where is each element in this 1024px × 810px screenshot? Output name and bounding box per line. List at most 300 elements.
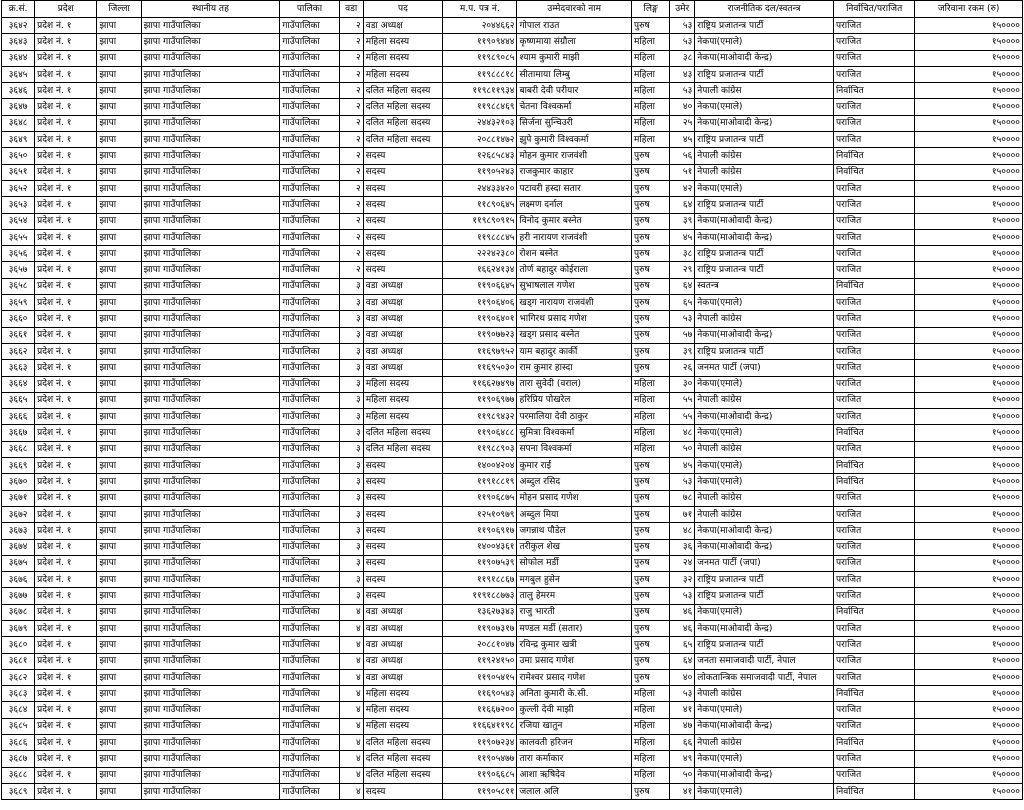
party-cell: स्वतन्त्र bbox=[695, 278, 834, 294]
ward-cell: ३ bbox=[339, 506, 363, 522]
district-cell: झापा bbox=[97, 99, 141, 115]
fine-amount-cell: १५०००० bbox=[915, 718, 1023, 734]
ward-cell: ३ bbox=[339, 555, 363, 571]
district-cell: झापा bbox=[97, 702, 141, 718]
local-level-cell: झापा गाउँपालिका bbox=[141, 588, 280, 604]
result-cell: निर्वाचित bbox=[833, 735, 914, 751]
result-cell: पराजित bbox=[833, 409, 914, 425]
table-body bbox=[2, 18, 1023, 800]
ballot-number-cell: ११९८८८१८ bbox=[443, 66, 517, 82]
result-cell: पराजित bbox=[833, 50, 914, 66]
post-cell: महिला सदस्य bbox=[363, 718, 442, 734]
district-cell: झापा bbox=[97, 735, 141, 751]
ward-cell: ३ bbox=[339, 376, 363, 392]
gender-cell: पुरुष bbox=[632, 343, 670, 359]
party-cell: नेकपा(एमाले) bbox=[695, 783, 834, 799]
ballot-number-cell: ११९८९०९१५ bbox=[443, 213, 517, 229]
fine-amount-cell: १५०००० bbox=[915, 555, 1023, 571]
ballot-number-cell: ११९८११९३४ bbox=[443, 83, 517, 99]
party-cell: नेकपा(एमाले) bbox=[695, 295, 834, 311]
party-cell: नेकपा(एमाले) bbox=[695, 458, 834, 474]
age-cell: ४२ bbox=[670, 180, 695, 196]
result-cell: पराजित bbox=[833, 360, 914, 376]
column-header: म.प. पत्र नं. bbox=[443, 1, 517, 18]
district-cell: झापा bbox=[97, 458, 141, 474]
party-cell: नेकपा(माओवादी केन्द्र) bbox=[695, 718, 834, 734]
gender-cell: महिला bbox=[632, 767, 670, 783]
result-cell: पराजित bbox=[833, 295, 914, 311]
local-level-cell: झापा गाउँपालिका bbox=[141, 653, 280, 669]
municipality-type-cell: गाउँपालिका bbox=[280, 686, 339, 702]
local-level-cell: झापा गाउँपालिका bbox=[141, 278, 280, 294]
ballot-number-cell: ११६९५०३० bbox=[443, 360, 517, 376]
fine-amount-cell: १५०००० bbox=[915, 604, 1023, 620]
candidate-name-cell: कुल्ली देवी माझी bbox=[517, 702, 632, 718]
municipality-type-cell: गाउँपालिका bbox=[280, 409, 339, 425]
ward-cell: २ bbox=[339, 164, 363, 180]
gender-cell: महिला bbox=[632, 66, 670, 82]
age-cell: ३९ bbox=[670, 213, 695, 229]
result-cell: निर्वाचित bbox=[833, 686, 914, 702]
post-cell: महिला सदस्य bbox=[363, 50, 442, 66]
municipality-type-cell: गाउँपालिका bbox=[280, 278, 339, 294]
local-level-cell: झापा गाउँपालिका bbox=[141, 474, 280, 490]
serial-cell: ३६८४ bbox=[2, 702, 35, 718]
party-cell: नेकपा(माओवादी केन्द्र) bbox=[695, 620, 834, 636]
post-cell: वडा अध्यक्ष bbox=[363, 637, 442, 653]
table-row bbox=[2, 572, 1023, 588]
table-row bbox=[2, 653, 1023, 669]
post-cell: वडा अध्यक्ष bbox=[363, 311, 442, 327]
local-level-cell: झापा गाउँपालिका bbox=[141, 409, 280, 425]
ward-cell: ४ bbox=[339, 718, 363, 734]
municipality-type-cell: गाउँपालिका bbox=[280, 34, 339, 50]
post-cell: महिला सदस्य bbox=[363, 409, 442, 425]
ballot-number-cell: २४४३३४२० bbox=[443, 180, 517, 196]
post-cell: सदस्य bbox=[363, 213, 442, 229]
party-cell: नेपाली कांग्रेस bbox=[695, 735, 834, 751]
ward-cell: ३ bbox=[339, 409, 363, 425]
gender-cell: महिला bbox=[632, 425, 670, 441]
province-cell: प्रदेश नं. १ bbox=[35, 132, 97, 148]
gender-cell: पुरुष bbox=[632, 213, 670, 229]
fine-amount-cell: १५०००० bbox=[915, 506, 1023, 522]
serial-cell: ३६६५ bbox=[2, 392, 35, 408]
ballot-number-cell: ११९१८८१९ bbox=[443, 474, 517, 490]
candidate-name-cell: अनिता कुमारी के.सी. bbox=[517, 686, 632, 702]
municipality-type-cell: गाउँपालिका bbox=[280, 327, 339, 343]
district-cell: झापा bbox=[97, 180, 141, 196]
table-row bbox=[2, 474, 1023, 490]
candidate-name-cell: रोशन बस्नेत bbox=[517, 246, 632, 262]
district-cell: झापा bbox=[97, 34, 141, 50]
result-cell: निर्वाचित bbox=[833, 458, 914, 474]
fine-amount-cell: १५०००० bbox=[915, 637, 1023, 653]
table-row bbox=[2, 327, 1023, 343]
district-cell: झापा bbox=[97, 246, 141, 262]
candidate-name-cell: परमालिया देवी ठाकुर bbox=[517, 409, 632, 425]
gender-cell: पुरुष bbox=[632, 506, 670, 522]
serial-cell: ३६८० bbox=[2, 637, 35, 653]
party-cell: नेपाली कांग्रेस bbox=[695, 441, 834, 457]
ballot-number-cell: ११९०५८११ bbox=[443, 783, 517, 799]
municipality-type-cell: गाउँपालिका bbox=[280, 588, 339, 604]
serial-cell: ३६६२ bbox=[2, 343, 35, 359]
ward-cell: ३ bbox=[339, 539, 363, 555]
party-cell: नेकपा(माओवादी केन्द्र) bbox=[695, 539, 834, 555]
ward-cell: ४ bbox=[339, 702, 363, 718]
post-cell: दलित महिला सदस्य bbox=[363, 751, 442, 767]
district-cell: झापा bbox=[97, 164, 141, 180]
result-cell: निर्वाचित bbox=[833, 604, 914, 620]
district-cell: झापा bbox=[97, 66, 141, 82]
ward-cell: ४ bbox=[339, 669, 363, 685]
province-cell: प्रदेश नं. १ bbox=[35, 458, 97, 474]
result-cell: पराजित bbox=[833, 311, 914, 327]
column-header: पालिका bbox=[280, 1, 339, 18]
post-cell: सदस्य bbox=[363, 506, 442, 522]
age-cell: ५० bbox=[670, 441, 695, 457]
serial-cell: ३६५६ bbox=[2, 246, 35, 262]
serial-cell: ३६८६ bbox=[2, 735, 35, 751]
column-header: क्र.सं. bbox=[2, 1, 35, 18]
post-cell: दलित महिला सदस्य bbox=[363, 99, 442, 115]
ballot-number-cell: २०८८१४७२ bbox=[443, 132, 517, 148]
table-row bbox=[2, 506, 1023, 522]
ballot-number-cell: २२२४२३८० bbox=[443, 246, 517, 262]
post-cell: महिला सदस्य bbox=[363, 392, 442, 408]
ward-cell: ३ bbox=[339, 425, 363, 441]
ballot-number-cell: २०४४६६२ bbox=[443, 18, 517, 34]
party-cell: राष्ट्रिय प्रजातन्त्र पार्टी bbox=[695, 637, 834, 653]
gender-cell: पुरुष bbox=[632, 246, 670, 262]
party-cell: नेपाली कांग्रेस bbox=[695, 506, 834, 522]
age-cell: ४५ bbox=[670, 132, 695, 148]
age-cell: ३८ bbox=[670, 246, 695, 262]
local-level-cell: झापा गाउँपालिका bbox=[141, 669, 280, 685]
municipality-type-cell: गाउँपालिका bbox=[280, 66, 339, 82]
province-cell: प्रदेश नं. १ bbox=[35, 637, 97, 653]
ballot-number-cell: ११९०७५३९ bbox=[443, 555, 517, 571]
ward-cell: २ bbox=[339, 213, 363, 229]
municipality-type-cell: गाउँपालिका bbox=[280, 99, 339, 115]
candidate-table bbox=[1, 0, 1023, 800]
candidate-name-cell: सिर्जना सुन्चिउरी bbox=[517, 115, 632, 131]
district-cell: झापा bbox=[97, 767, 141, 783]
post-cell: सदस्य bbox=[363, 197, 442, 213]
serial-cell: ३६५४ bbox=[2, 213, 35, 229]
municipality-type-cell: गाउँपालिका bbox=[280, 115, 339, 131]
ballot-number-cell: ११९०९४४४ bbox=[443, 34, 517, 50]
table-row bbox=[2, 295, 1023, 311]
municipality-type-cell: गाउँपालिका bbox=[280, 490, 339, 506]
result-cell: पराजित bbox=[833, 229, 914, 245]
candidate-name-cell: कुमार राई bbox=[517, 458, 632, 474]
local-level-cell: झापा गाउँपालिका bbox=[141, 604, 280, 620]
district-cell: झापा bbox=[97, 18, 141, 34]
gender-cell: महिला bbox=[632, 34, 670, 50]
ballot-number-cell: ११९०७७२३ bbox=[443, 327, 517, 343]
district-cell: झापा bbox=[97, 83, 141, 99]
serial-cell: ३६६० bbox=[2, 311, 35, 327]
serial-cell: ३६५० bbox=[2, 148, 35, 164]
post-cell: सदस्य bbox=[363, 262, 442, 278]
candidate-name-cell: जगन्नाथ पौडेल bbox=[517, 523, 632, 539]
party-cell: नेपाली कांग्रेस bbox=[695, 164, 834, 180]
gender-cell: पुरुष bbox=[632, 180, 670, 196]
local-level-cell: झापा गाउँपालिका bbox=[141, 523, 280, 539]
candidate-name-cell: रामेश्वर प्रसाद गणेश bbox=[517, 669, 632, 685]
table-row bbox=[2, 262, 1023, 278]
ballot-number-cell: ११९२४१५० bbox=[443, 653, 517, 669]
age-cell: ६४ bbox=[670, 197, 695, 213]
ballot-number-cell: ११६९७९५२ bbox=[443, 343, 517, 359]
age-cell: ५३ bbox=[670, 311, 695, 327]
serial-cell: ३६५९ bbox=[2, 295, 35, 311]
serial-cell: ३६४३ bbox=[2, 34, 35, 50]
party-cell: राष्ट्रिय प्रजातन्त्र पार्टी bbox=[695, 132, 834, 148]
fine-amount-cell: १५०००० bbox=[915, 686, 1023, 702]
party-cell: नेकपा(एमाले) bbox=[695, 474, 834, 490]
fine-amount-cell: १५०००० bbox=[915, 343, 1023, 359]
district-cell: झापा bbox=[97, 588, 141, 604]
ballot-number-cell: ११९०६६८५ bbox=[443, 767, 517, 783]
municipality-type-cell: गाउँपालिका bbox=[280, 262, 339, 278]
result-cell: पराजित bbox=[833, 441, 914, 457]
serial-cell: ३६७० bbox=[2, 474, 35, 490]
table-row bbox=[2, 539, 1023, 555]
province-cell: प्रदेश नं. १ bbox=[35, 18, 97, 34]
table-row bbox=[2, 376, 1023, 392]
age-cell: २६ bbox=[670, 360, 695, 376]
ballot-number-cell: ११९०६८७५ bbox=[443, 490, 517, 506]
age-cell: ४० bbox=[670, 99, 695, 115]
serial-cell: ३६७५ bbox=[2, 555, 35, 571]
party-cell: नेकपा(एमाले) bbox=[695, 751, 834, 767]
column-header: उमेर bbox=[670, 1, 695, 18]
local-level-cell: झापा गाउँपालिका bbox=[141, 572, 280, 588]
province-cell: प्रदेश नं. १ bbox=[35, 278, 97, 294]
district-cell: झापा bbox=[97, 669, 141, 685]
table-row bbox=[2, 180, 1023, 196]
column-header: उम्मेदवारको नाम bbox=[517, 1, 632, 18]
ballot-number-cell: १४००४३६१ bbox=[443, 539, 517, 555]
age-cell: ३० bbox=[670, 376, 695, 392]
table-row bbox=[2, 669, 1023, 685]
province-cell: प्रदेश नं. १ bbox=[35, 34, 97, 50]
party-cell: नेपाली कांग्रेस bbox=[695, 83, 834, 99]
fine-amount-cell: १५०००० bbox=[915, 572, 1023, 588]
age-cell: २५ bbox=[670, 115, 695, 131]
table-row bbox=[2, 425, 1023, 441]
fine-amount-cell: १५०००० bbox=[915, 523, 1023, 539]
district-cell: झापा bbox=[97, 278, 141, 294]
ballot-number-cell: १२६८५८४३ bbox=[443, 148, 517, 164]
age-cell: ३९ bbox=[670, 343, 695, 359]
post-cell: सदस्य bbox=[363, 572, 442, 588]
post-cell: दलित महिला सदस्य bbox=[363, 425, 442, 441]
province-cell: प्रदेश नं. १ bbox=[35, 83, 97, 99]
age-cell: ४७ bbox=[670, 718, 695, 734]
municipality-type-cell: गाउँपालिका bbox=[280, 180, 339, 196]
municipality-type-cell: गाउँपालिका bbox=[280, 506, 339, 522]
local-level-cell: झापा गाउँपालिका bbox=[141, 539, 280, 555]
post-cell: सदस्य bbox=[363, 539, 442, 555]
fine-amount-cell: १५०००० bbox=[915, 164, 1023, 180]
province-cell: प्रदेश नं. १ bbox=[35, 490, 97, 506]
district-cell: झापा bbox=[97, 506, 141, 522]
age-cell: ४० bbox=[670, 669, 695, 685]
serial-cell: ३६६४ bbox=[2, 376, 35, 392]
table-row bbox=[2, 213, 1023, 229]
result-cell: निर्वाचित bbox=[833, 164, 914, 180]
fine-amount-cell: १५०००० bbox=[915, 229, 1023, 245]
post-cell: वडा अध्यक्ष bbox=[363, 327, 442, 343]
candidate-name-cell: तारा सुवेदी (वराल) bbox=[517, 376, 632, 392]
serial-cell: ३६४५ bbox=[2, 66, 35, 82]
gender-cell: पुरुष bbox=[632, 490, 670, 506]
serial-cell: ३६४२ bbox=[2, 18, 35, 34]
ward-cell: ३ bbox=[339, 523, 363, 539]
ballot-number-cell: ११९८९४३२ bbox=[443, 409, 517, 425]
table-row bbox=[2, 458, 1023, 474]
local-level-cell: झापा गाउँपालिका bbox=[141, 620, 280, 636]
gender-cell: महिला bbox=[632, 686, 670, 702]
post-cell: सदस्य bbox=[363, 523, 442, 539]
table-row bbox=[2, 441, 1023, 457]
gender-cell: पुरुष bbox=[632, 148, 670, 164]
age-cell: ७१ bbox=[670, 506, 695, 522]
result-cell: पराजित bbox=[833, 555, 914, 571]
local-level-cell: झापा गाउँपालिका bbox=[141, 18, 280, 34]
fine-amount-cell: १५०००० bbox=[915, 50, 1023, 66]
post-cell: सदस्य bbox=[363, 555, 442, 571]
candidate-name-cell: श्याम कुमारी माझी bbox=[517, 50, 632, 66]
ward-cell: २ bbox=[339, 50, 363, 66]
municipality-type-cell: गाउँपालिका bbox=[280, 197, 339, 213]
ward-cell: ३ bbox=[339, 441, 363, 457]
province-cell: प्रदेश नं. १ bbox=[35, 441, 97, 457]
ward-cell: २ bbox=[339, 34, 363, 50]
candidate-name-cell: उमा प्रसाद गणेश bbox=[517, 653, 632, 669]
gender-cell: पुरुष bbox=[632, 197, 670, 213]
post-cell: वडा अध्यक्ष bbox=[363, 653, 442, 669]
fine-amount-cell: १५०००० bbox=[915, 409, 1023, 425]
table-row bbox=[2, 66, 1023, 82]
age-cell: ४९ bbox=[670, 751, 695, 767]
table-row bbox=[2, 164, 1023, 180]
age-cell: ६४ bbox=[670, 653, 695, 669]
table-row bbox=[2, 246, 1023, 262]
ward-cell: ४ bbox=[339, 604, 363, 620]
municipality-type-cell: गाउँपालिका bbox=[280, 523, 339, 539]
age-cell: ५३ bbox=[670, 18, 695, 34]
party-cell: नेपाली कांग्रेस bbox=[695, 686, 834, 702]
candidate-name-cell: सीतामाया लिम्बु bbox=[517, 66, 632, 82]
ward-cell: ३ bbox=[339, 327, 363, 343]
table-row bbox=[2, 735, 1023, 751]
ballot-number-cell: ११६६२७४९७ bbox=[443, 376, 517, 392]
local-level-cell: झापा गाउँपालिका bbox=[141, 246, 280, 262]
fine-amount-cell: १५०००० bbox=[915, 783, 1023, 799]
ballot-number-cell: ११६९०५४३ bbox=[443, 686, 517, 702]
serial-cell: ३६७१ bbox=[2, 490, 35, 506]
fine-amount-cell: १५०००० bbox=[915, 539, 1023, 555]
serial-cell: ३६७९ bbox=[2, 620, 35, 636]
serial-cell: ३६८२ bbox=[2, 669, 35, 685]
result-cell: निर्वाचित bbox=[833, 278, 914, 294]
ballot-number-cell: ११९०६९१७ bbox=[443, 523, 517, 539]
candidate-name-cell: अब्दुल मिया bbox=[517, 506, 632, 522]
municipality-type-cell: गाउँपालिका bbox=[280, 425, 339, 441]
district-cell: झापा bbox=[97, 637, 141, 653]
municipality-type-cell: गाउँपालिका bbox=[280, 229, 339, 245]
post-cell: दलित महिला सदस्य bbox=[363, 767, 442, 783]
gender-cell: महिला bbox=[632, 115, 670, 131]
ballot-number-cell: ११९०६९७७ bbox=[443, 392, 517, 408]
local-level-cell: झापा गाउँपालिका bbox=[141, 99, 280, 115]
municipality-type-cell: गाउँपालिका bbox=[280, 669, 339, 685]
result-cell: पराजित bbox=[833, 115, 914, 131]
age-cell: ६४ bbox=[670, 278, 695, 294]
ward-cell: ३ bbox=[339, 360, 363, 376]
municipality-type-cell: गाउँपालिका bbox=[280, 18, 339, 34]
candidate-name-cell: राजु भारती bbox=[517, 604, 632, 620]
fine-amount-cell: १५०००० bbox=[915, 392, 1023, 408]
district-cell: झापा bbox=[97, 653, 141, 669]
ward-cell: २ bbox=[339, 180, 363, 196]
table-row bbox=[2, 50, 1023, 66]
serial-cell: ३६७४ bbox=[2, 539, 35, 555]
fine-amount-cell: १५०००० bbox=[915, 34, 1023, 50]
result-cell: पराजित bbox=[833, 327, 914, 343]
post-cell: सदस्य bbox=[363, 229, 442, 245]
local-level-cell: झापा गाउँपालिका bbox=[141, 490, 280, 506]
candidate-name-cell: तरीकुल शेख bbox=[517, 539, 632, 555]
serial-cell: ३६८८ bbox=[2, 767, 35, 783]
post-cell: वडा अध्यक्ष bbox=[363, 343, 442, 359]
fine-amount-cell: १५०००० bbox=[915, 327, 1023, 343]
gender-cell: पुरुष bbox=[632, 278, 670, 294]
district-cell: झापा bbox=[97, 50, 141, 66]
municipality-type-cell: गाउँपालिका bbox=[280, 474, 339, 490]
post-cell: वडा अध्यक्ष bbox=[363, 360, 442, 376]
municipality-type-cell: गाउँपालिका bbox=[280, 539, 339, 555]
table-row bbox=[2, 99, 1023, 115]
local-level-cell: झापा गाउँपालिका bbox=[141, 197, 280, 213]
fine-amount-cell: १५०००० bbox=[915, 767, 1023, 783]
serial-cell: ३६५७ bbox=[2, 262, 35, 278]
district-cell: झापा bbox=[97, 783, 141, 799]
ballot-number-cell: ११९०७२३४ bbox=[443, 735, 517, 751]
gender-cell: महिला bbox=[632, 132, 670, 148]
age-cell: ४८ bbox=[670, 425, 695, 441]
district-cell: झापा bbox=[97, 620, 141, 636]
district-cell: झापा bbox=[97, 539, 141, 555]
post-cell: वडा अध्यक्ष bbox=[363, 604, 442, 620]
gender-cell: महिला bbox=[632, 376, 670, 392]
district-cell: झापा bbox=[97, 490, 141, 506]
serial-cell: ३६७७ bbox=[2, 588, 35, 604]
district-cell: झापा bbox=[97, 572, 141, 588]
district-cell: झापा bbox=[97, 604, 141, 620]
serial-cell: ३६५२ bbox=[2, 180, 35, 196]
result-cell: निर्वाचित bbox=[833, 425, 914, 441]
local-level-cell: झापा गाउँपालिका bbox=[141, 213, 280, 229]
party-cell: नेकपा(माओवादी केन्द्र) bbox=[695, 767, 834, 783]
ward-cell: ४ bbox=[339, 653, 363, 669]
serial-cell: ३६८१ bbox=[2, 653, 35, 669]
